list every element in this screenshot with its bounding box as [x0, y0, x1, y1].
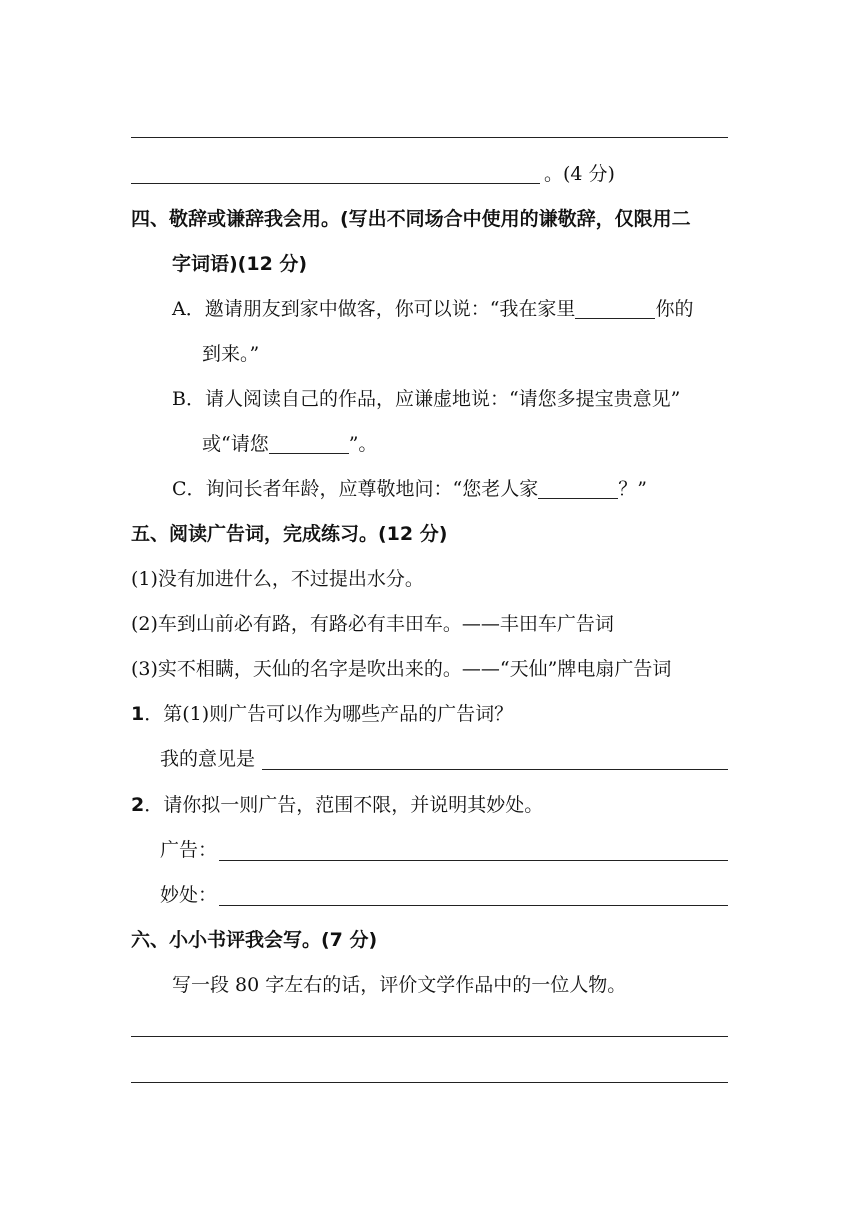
answer-line	[131, 183, 540, 184]
answer-label: 我的意见是	[160, 748, 256, 770]
question-4a-text: A．邀请朋友到家中做客，你可以说：“我在家里	[172, 298, 576, 320]
answer-line[interactable]	[262, 769, 728, 770]
question-4a-cont: 到来。”	[202, 343, 260, 365]
question-5-1-text: ．第(1)则广告可以作为哪些产品的广告词？	[144, 703, 514, 725]
answer-line[interactable]	[219, 860, 728, 861]
question-4c	[172, 476, 647, 502]
question-4b-cont	[202, 431, 377, 457]
fill-blank[interactable]	[269, 433, 349, 454]
question-4b: B．请人阅读自己的作品，应谦虚地说：“请您多提宝贵意见”	[172, 388, 681, 410]
answer-line	[131, 137, 728, 138]
section-6-instruction: 写一段 80 字左右的话，评价文学作品中的一位人物。	[172, 974, 627, 996]
question-5-1	[131, 701, 513, 727]
question-4c-text-end: ？”	[618, 478, 647, 500]
question-5-2-text: ．请你拟一则广告，范围不限，并说明其妙处。	[144, 794, 544, 816]
merit-label: 妙处：	[160, 884, 218, 906]
question-4a-text-end: 你的	[655, 298, 694, 320]
ad-2: (2)车到山前必有路，有路必有丰田车。——丰田车广告词	[131, 613, 614, 635]
fill-blank[interactable]	[538, 478, 618, 499]
section-4-title-cont: 字词语)(12 分)	[172, 253, 308, 275]
ad-label: 广告：	[160, 839, 218, 861]
question-4a	[172, 296, 693, 322]
answer-line[interactable]	[131, 1082, 728, 1083]
question-4b-text: 或“请您	[202, 433, 269, 455]
question-number: 2	[131, 794, 145, 816]
question-number: 1	[131, 703, 145, 725]
question-5-2	[131, 792, 543, 818]
section-5-title: 五、阅读广告词，完成练习。(12 分)	[131, 523, 448, 545]
question-4b-text-end: ”。	[348, 433, 378, 455]
ad-1: (1)没有加进什么，不过提出水分。	[131, 568, 424, 590]
section-4-title: 四、敬辞或谦辞我会用。(写出不同场合中使用的谦敬辞，仅限用二	[131, 208, 691, 230]
ad-3: (3)实不相瞒，天仙的名字是吹出来的。——“天仙”牌电扇广告词	[131, 658, 672, 680]
answer-line[interactable]	[131, 1036, 728, 1037]
score-note: 。(4 分)	[544, 163, 615, 185]
fill-blank[interactable]	[575, 298, 655, 319]
section-6-title: 六、小小书评我会写。(7 分)	[131, 929, 378, 951]
question-4c-text: C．询问长者年龄，应尊敬地问：“您老人家	[172, 478, 539, 500]
answer-line[interactable]	[219, 905, 728, 906]
